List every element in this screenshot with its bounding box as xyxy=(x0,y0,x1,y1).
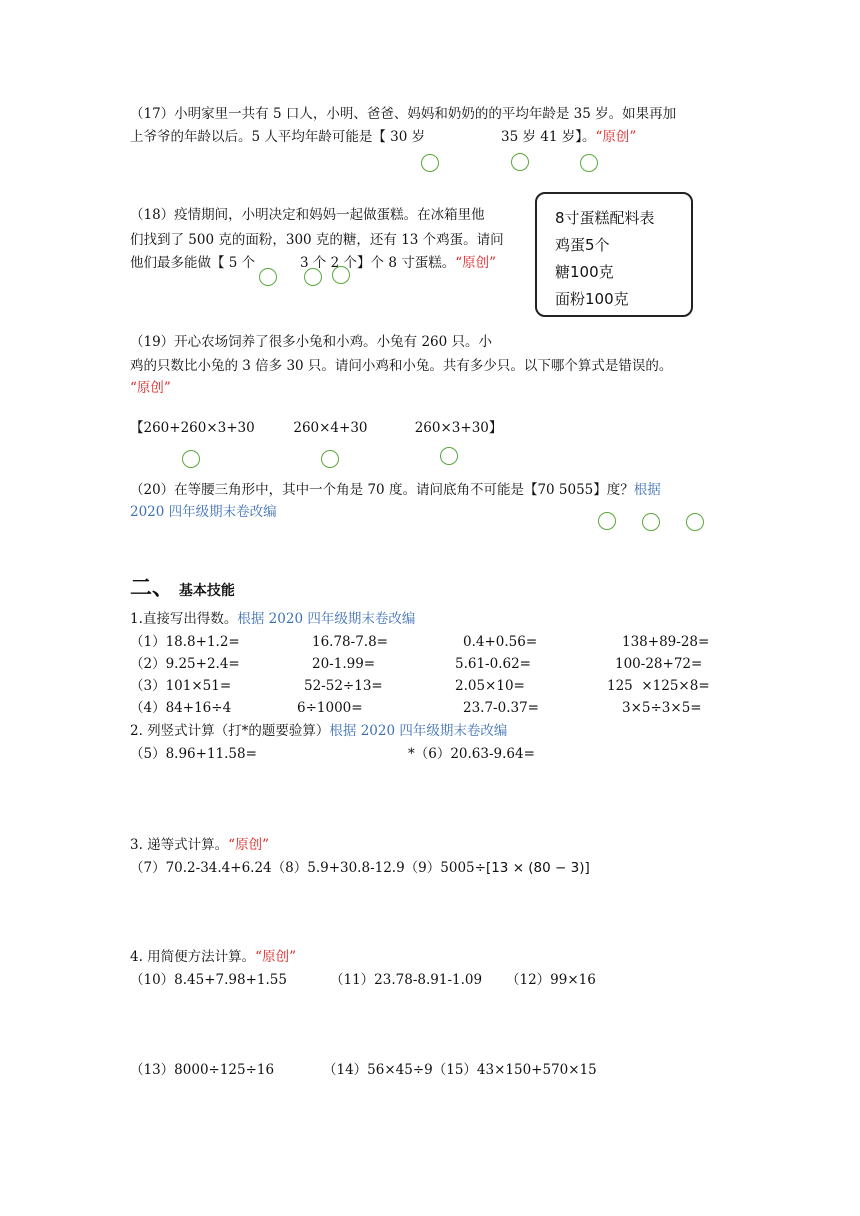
p4-q12: （12）99×16 xyxy=(506,972,596,988)
q18-tag: “原创” xyxy=(455,255,497,271)
q18-line1: （18）疫情期间，小明决定和妈妈一起做蛋糕。在冰箱里他 xyxy=(130,207,485,223)
q18-line3-text: 他们最多能做【 5 个 xyxy=(130,255,256,271)
answer-circle-icon[interactable] xyxy=(332,266,350,284)
p3-expression: [13 × (80 − 3)] xyxy=(485,860,590,876)
p1-r2-c4: 100-28+72= xyxy=(615,656,703,672)
q19-tag: “原创” xyxy=(130,380,171,396)
answer-circle-icon[interactable] xyxy=(421,154,439,172)
q18-line2: 们找到了 500 克的面粉，300 克的糖，还有 13 个鸡蛋。请问 xyxy=(130,232,504,248)
q17-tag: “原创” xyxy=(595,129,637,145)
q20-line1-text: （20）在等腰三角形中，其中一个角是 70 度。请问底角不可能是【70 5055】度？ xyxy=(130,482,634,498)
p1-title: 1.直接写出得数。 xyxy=(130,611,238,627)
recipe-box xyxy=(535,192,693,317)
p3-title: 3. 递等式计算。 xyxy=(130,837,229,853)
recipe-title: 8寸蛋糕配料表 xyxy=(555,209,655,227)
p1-r2-c1: （2）9.25+2.4= xyxy=(130,656,240,672)
q18-line3 xyxy=(130,252,255,274)
p1-r2-c2: 20-1.99= xyxy=(312,656,376,672)
answer-circle-icon[interactable] xyxy=(598,512,616,530)
p3-line xyxy=(130,857,590,879)
section-title: 基本技能 xyxy=(178,583,235,599)
p1-r3-c4: 125 ×125×8= xyxy=(607,678,710,694)
q20-source: 根据 xyxy=(633,482,661,498)
p1-r4-c2: 6÷1000= xyxy=(297,700,363,716)
p4-q14-15: （14）56×45÷9（15）43×150+570×15 xyxy=(323,1062,597,1078)
p3-heading xyxy=(130,834,269,856)
answer-circle-icon[interactable] xyxy=(642,513,660,531)
p1-r3-c1: （3）101×51= xyxy=(130,678,232,694)
p1-heading xyxy=(130,608,415,630)
q17-line1: （17）小明家里一共有 5 口人，小明、爸爸、妈妈和奶奶的的平均年龄是 35 岁。如果再加 xyxy=(130,106,677,122)
q19-line1: （19）开心农场饲养了很多小兔和小鸡。小兔有 260 只。小 xyxy=(130,334,493,350)
q17-line2 xyxy=(130,126,425,148)
q20-line1 xyxy=(130,479,661,501)
p1-r1-c3: 0.4+0.56= xyxy=(463,634,538,650)
q19-options: 【260+260×3+30 260×4+30 260×3+30】 xyxy=(130,420,503,436)
p4-q11: （11）23.78-8.91-1.09 xyxy=(330,972,483,988)
p4-q10: （10）8.45+7.98+1.55 xyxy=(130,972,287,988)
p1-source: 根据 2020 四年级期末卷改编 xyxy=(237,611,416,627)
q17-line2b-text: 35 岁 41 岁】。 xyxy=(501,129,596,145)
p2-q6: *（6）20.63-9.64= xyxy=(408,746,535,762)
answer-circle-icon[interactable] xyxy=(511,153,529,171)
q20-line2: 2020 四年级期末卷改编 xyxy=(130,504,277,520)
section-number: 二、 xyxy=(130,576,175,601)
p1-r4-c3: 23.7-0.37= xyxy=(463,700,539,716)
answer-circle-icon[interactable] xyxy=(182,450,200,468)
answer-circle-icon[interactable] xyxy=(440,447,458,465)
p4-q13: （13）8000÷125÷16 xyxy=(130,1062,275,1078)
recipe-sugar: 糖100克 xyxy=(555,263,614,281)
p1-r3-c3: 2.05×10= xyxy=(455,678,525,694)
q19-line2: 鸡的只数比小兔的 3 倍多 30 只。请问小鸡和小兔。共有多少只。以下哪个算式是错误的。 xyxy=(130,358,673,374)
p4-heading xyxy=(130,946,296,968)
p2-source: 根据 2020 四年级期末卷改编 xyxy=(329,723,508,739)
p1-r3-c2: 52-52÷13= xyxy=(304,678,383,694)
answer-circle-icon[interactable] xyxy=(259,268,277,286)
recipe-flour: 面粉100克 xyxy=(555,290,629,308)
p1-r2-c3: 5.61-0.62= xyxy=(455,656,531,672)
answer-circle-icon[interactable] xyxy=(686,513,704,531)
p4-tag: “原创” xyxy=(255,949,296,965)
p2-title: 2. 列竖式计算（打*的题要验算） xyxy=(130,723,330,739)
q17-line2-text: 上爷爷的年龄以后。5 人平均年龄可能是【 30 岁 xyxy=(130,129,426,145)
p1-r1-c4: 138+89-28= xyxy=(622,634,710,650)
p3-line-text: （7）70.2-34.4+6.24（8）5.9+30.8-12.9（9）5005÷ xyxy=(130,860,486,876)
q18-line3b xyxy=(300,252,496,274)
answer-circle-icon[interactable] xyxy=(321,450,339,468)
p1-r1-c2: 16.78-7.8= xyxy=(312,634,388,650)
q17-line2b xyxy=(501,126,636,148)
q18-line3b-text: 3 个 2 个】个 8 寸蛋糕。 xyxy=(300,255,456,271)
p3-tag: “原创” xyxy=(228,837,269,853)
p4-title: 4. 用简便方法计算。 xyxy=(130,949,256,965)
p1-r4-c1: （4）84+16÷4 xyxy=(130,700,232,716)
p2-q5: （5）8.96+11.58= xyxy=(130,746,257,762)
recipe-eggs: 鸡蛋5个 xyxy=(555,236,610,254)
answer-circle-icon[interactable] xyxy=(304,268,322,286)
p2-heading xyxy=(130,720,507,742)
section-heading xyxy=(130,576,235,604)
p1-r4-c4: 3×5÷3×5= xyxy=(622,700,702,716)
p1-r1-c1: （1）18.8+1.2= xyxy=(130,634,240,650)
answer-circle-icon[interactable] xyxy=(580,154,598,172)
